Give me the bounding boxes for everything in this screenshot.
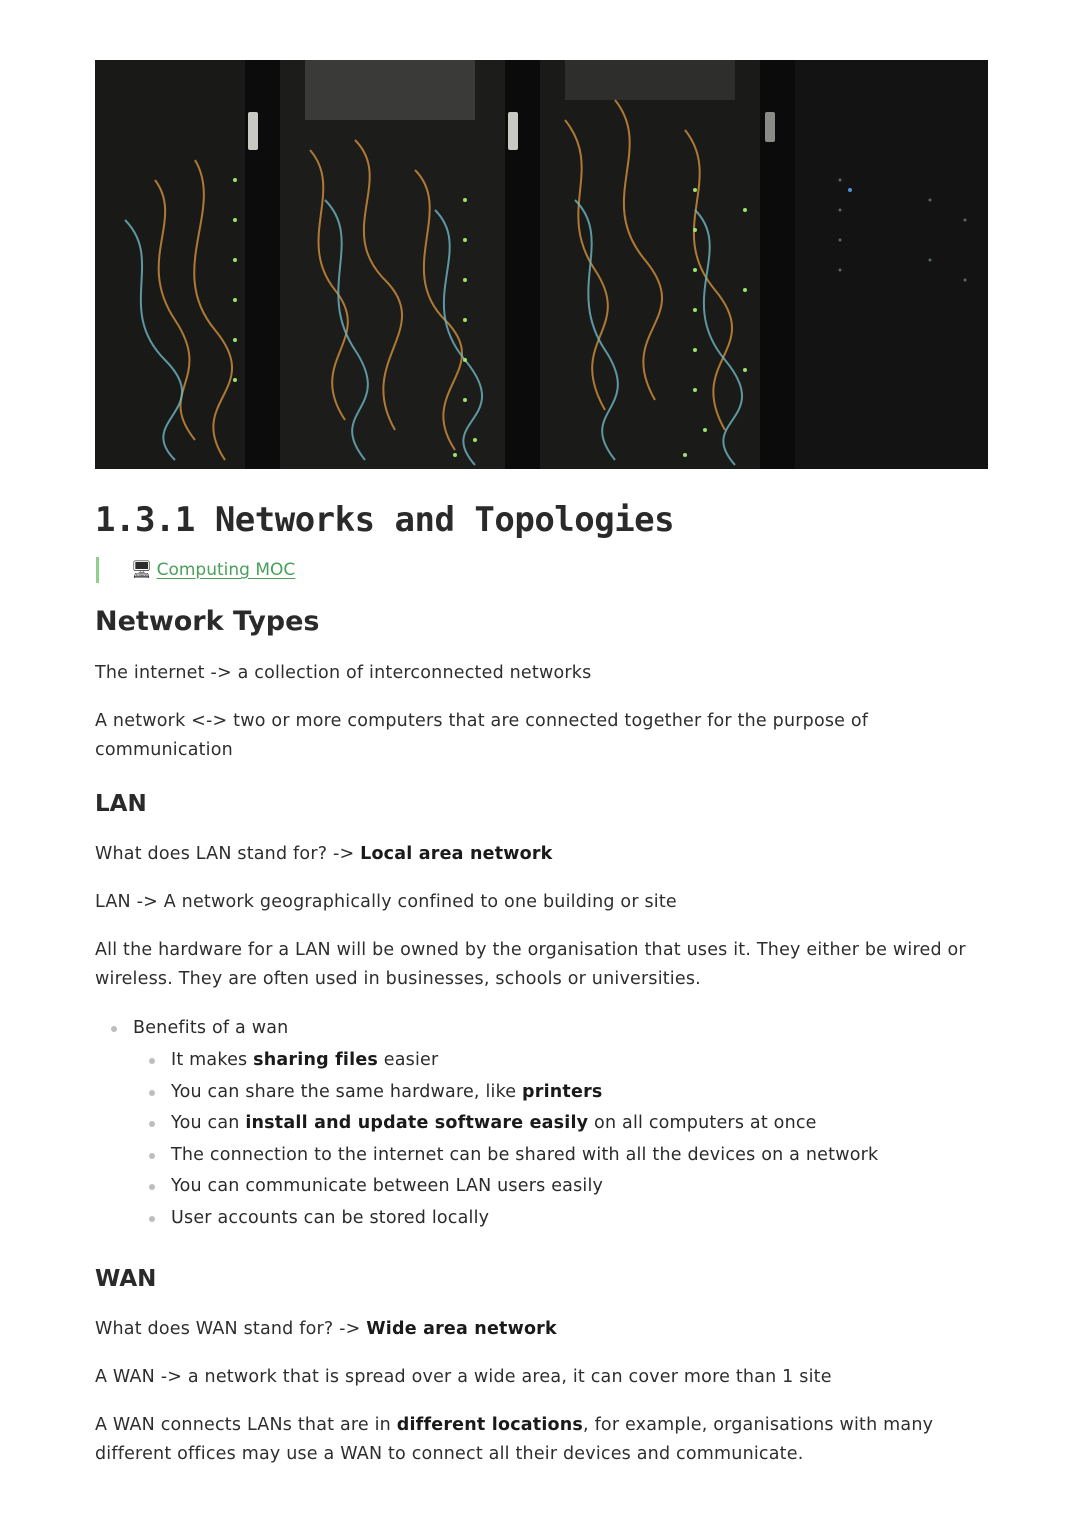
note-page xyxy=(95,60,988,1469)
list-item xyxy=(171,1045,988,1077)
benefit-text: easier xyxy=(378,1050,439,1070)
benefit-text: You can communicate between LAN users easily xyxy=(171,1176,604,1196)
heading-network-types: Network Types xyxy=(95,606,320,637)
wan-answer: Wide area network xyxy=(366,1319,557,1339)
benefit-text: You can share the same hardware, like xyxy=(171,1081,523,1102)
banner-image xyxy=(95,60,988,469)
benefit-text: The connection to the internet can be shared with all the devices on a network xyxy=(171,1144,879,1165)
list-item xyxy=(171,1203,988,1235)
list-item xyxy=(133,1014,988,1234)
list-item xyxy=(171,1171,988,1203)
server-rack-illustration xyxy=(95,60,988,469)
wan-question-text: What does WAN stand for? -> xyxy=(95,1319,367,1339)
page-title: 1.3.1 Networks and Topologies xyxy=(95,500,675,540)
wan-connects-text: A WAN connects LANs that are in xyxy=(95,1415,397,1435)
wan-connects-bold: different locations xyxy=(396,1415,584,1435)
benefit-text: You can xyxy=(171,1113,246,1133)
list-item xyxy=(171,1108,988,1140)
paragraph-wan-question xyxy=(95,1315,988,1344)
benefits-sublist xyxy=(133,1045,988,1234)
computing-moc-link[interactable]: Computing MOC xyxy=(156,560,296,580)
lan-answer: Local area network xyxy=(360,844,553,864)
heading-wan: WAN xyxy=(95,1266,157,1292)
paragraph-network: A network <-> two or more computers that are connected together for the purpose of communication xyxy=(95,711,869,760)
paragraph-wan-definition: A WAN -> a network that is spread over a wide area, it can cover more than 1 site xyxy=(95,1367,832,1387)
benefit-bold: install and update software easily xyxy=(245,1113,589,1133)
paragraph-lan-hardware: All the hardware for a LAN will be owned by the organisation that uses it. They either be wired or wireless. They are often used in businesses, schools or universities. xyxy=(95,940,966,989)
benefit-bold: printers xyxy=(522,1081,603,1102)
callout-bar xyxy=(96,557,99,583)
computer-icon: 🖥 xyxy=(131,559,153,580)
lan-question-text: What does LAN stand for? -> xyxy=(95,844,361,864)
wan-connects-text-end: , for example, organisations with many different offices may use a WAN to connect all their devices and communicate. xyxy=(95,1415,934,1464)
paragraph-internet: The internet -> a collection of interconnected networks xyxy=(95,663,592,683)
paragraph-wan-connects xyxy=(95,1411,988,1469)
list-item xyxy=(171,1140,988,1172)
benefits-label: Benefits of a wan xyxy=(133,1018,289,1038)
benefit-bold: sharing files xyxy=(253,1050,379,1070)
moc-callout xyxy=(95,557,988,583)
benefits-list xyxy=(95,1014,988,1234)
benefit-text: It makes xyxy=(171,1050,254,1070)
paragraph-lan-definition: LAN -> A network geographically confined to one building or site xyxy=(95,892,677,912)
paragraph-lan-question xyxy=(95,840,988,869)
heading-lan: LAN xyxy=(95,791,147,817)
benefit-text: on all computers at once xyxy=(588,1113,817,1133)
list-item xyxy=(171,1077,988,1109)
benefit-text: User accounts can be stored locally xyxy=(171,1207,490,1228)
